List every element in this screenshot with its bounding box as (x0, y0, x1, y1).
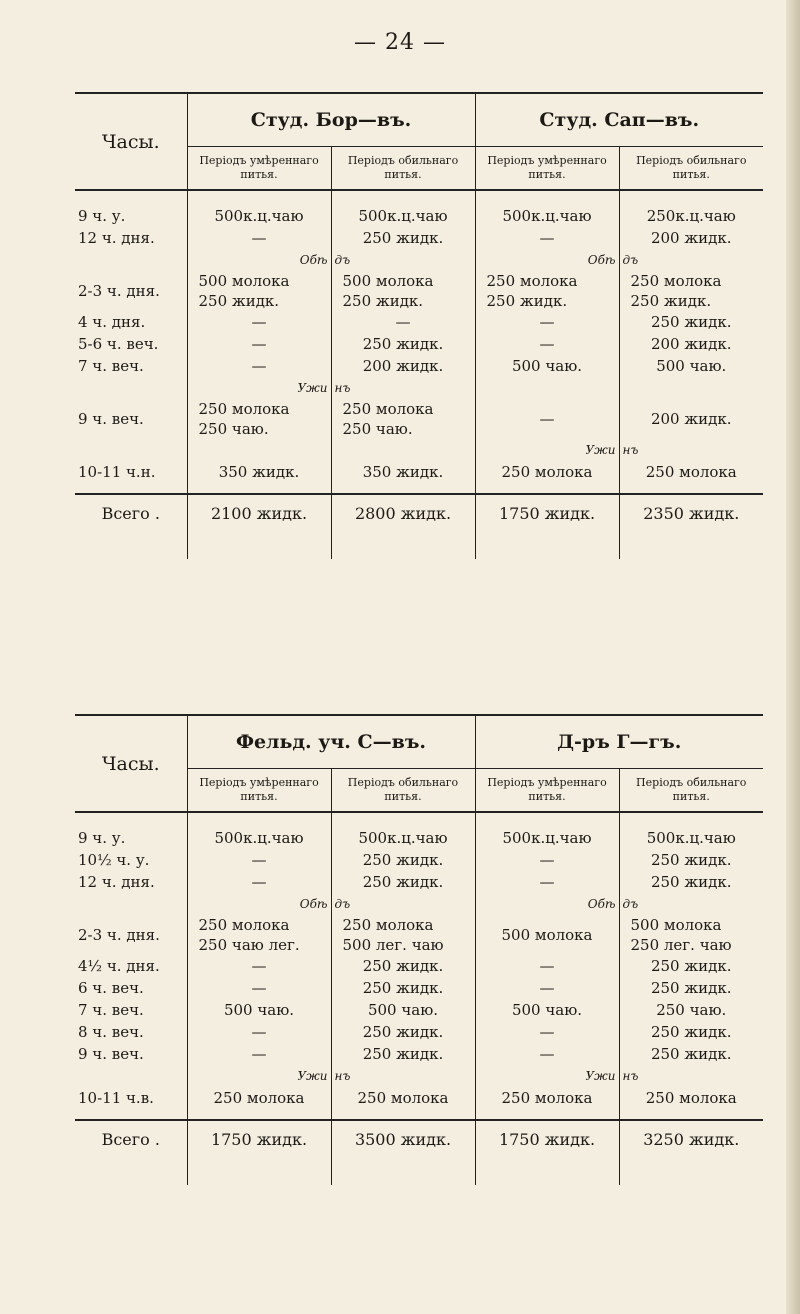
value-line: 250 молока (342, 400, 434, 418)
spacer-row (75, 1109, 763, 1120)
value-cell: — (187, 333, 331, 355)
value-line: 250 молока (198, 916, 290, 934)
value-cell (187, 271, 331, 311)
value-line: 250 молока (630, 272, 722, 290)
group-header: Студ. Бор—въ. (187, 93, 475, 147)
group-header: Фельд. уч. С—въ. (187, 715, 475, 769)
period-header: Періодъ обильнаго питья. (619, 147, 763, 191)
total-label: Всего . (75, 1120, 187, 1185)
meal-note: дъ (622, 897, 639, 911)
intake-row (75, 827, 763, 849)
meal-note: Обѣ (587, 253, 616, 267)
value-cell (187, 399, 331, 439)
value-line: 250 молока (486, 272, 578, 290)
meal-note-row (75, 1065, 763, 1087)
value-cell: — (187, 1043, 331, 1065)
value-line: 500 молока (630, 916, 722, 934)
value-cell (331, 249, 475, 271)
value-cell: 250 жидк. (331, 977, 475, 999)
value-cell: 250 жидк. (331, 227, 475, 249)
meal-note: нъ (622, 443, 639, 457)
intake-row (75, 1087, 763, 1109)
value-cell: 250 молока (475, 1087, 619, 1109)
hour-cell (75, 893, 187, 915)
intake-row (75, 849, 763, 871)
intake-row (75, 205, 763, 227)
value-cell (187, 915, 331, 955)
value-cell: 200 жидк. (331, 355, 475, 377)
total-label: Всего . (75, 494, 187, 559)
value-cell (619, 439, 763, 461)
value-cell: 200 жидк. (650, 335, 732, 353)
period-header: Періодъ обильнаго питья. (331, 147, 475, 191)
value-cell (331, 271, 475, 311)
total-value: 2800 жидк. (331, 494, 475, 559)
value-cell: 250 жидк. (331, 955, 475, 977)
total-value: 2350 жидк. (619, 494, 763, 559)
meal-note: нъ (334, 381, 351, 395)
spacer-row (75, 812, 763, 827)
value-cell: 250 жидк. (650, 979, 732, 997)
intake-row (75, 915, 763, 955)
hour-cell: 9 ч. веч. (75, 1043, 187, 1065)
intake-row (75, 333, 763, 355)
value-cell: — (475, 977, 619, 999)
meal-note: Обѣ (587, 897, 616, 911)
meal-note: дъ (622, 253, 639, 267)
meal-note: нъ (622, 1069, 639, 1083)
hour-cell: 6 ч. веч. (75, 977, 187, 999)
intake-table-1 (75, 92, 763, 559)
value-cell: 500 чаю. (475, 999, 619, 1021)
meal-note: Ужи (297, 1069, 328, 1083)
value-cell (331, 915, 475, 955)
value-cell (619, 271, 763, 311)
intake-row (75, 999, 763, 1021)
value-cell: 250 молока (645, 1089, 737, 1107)
value-cell: — (331, 311, 475, 333)
value-cell: 500к.ц.чаю (187, 827, 331, 849)
value-cell: 250 жидк. (650, 873, 732, 891)
spacer-row (75, 483, 763, 494)
value-cell: — (475, 1043, 619, 1065)
value-cell: 250 жидк. (331, 849, 475, 871)
spacer-row (75, 190, 763, 205)
value-cell (619, 915, 763, 955)
intake-row (75, 399, 763, 439)
value-cell: — (475, 1021, 619, 1043)
value-cell: 250 жидк. (331, 1021, 475, 1043)
value-cell: 500 чаю. (331, 999, 475, 1021)
value-line: 500 лег. чаю (342, 936, 444, 954)
value-cell (475, 1065, 619, 1087)
hour-cell: 9 ч. у. (75, 827, 187, 849)
value-cell (475, 249, 619, 271)
meal-note-row (75, 377, 763, 399)
intake-row (75, 355, 763, 377)
value-cell (475, 439, 619, 461)
value-line: 250 молока (198, 400, 290, 418)
value-cell (619, 1065, 763, 1087)
value-cell (331, 1065, 475, 1087)
total-row (75, 494, 763, 559)
hour-cell: 4½ ч. дня. (75, 955, 187, 977)
value-cell: — (475, 399, 619, 439)
meal-note: Обѣ (299, 897, 328, 911)
value-cell: 500 чаю. (656, 357, 727, 375)
value-cell (331, 439, 475, 461)
total-value: 1750 жидк. (475, 1120, 619, 1185)
value-line: 250 лег. чаю (630, 936, 732, 954)
value-cell: 500к.ц.чаю (475, 827, 619, 849)
hour-cell: 10-11 ч.в. (75, 1087, 187, 1109)
value-cell (331, 399, 475, 439)
hour-cell: 10½ ч. у. (75, 849, 187, 871)
value-cell (187, 893, 331, 915)
hour-cell: 5-6 ч. веч. (75, 333, 187, 355)
period-header: Періодъ умѣреннаго питья. (187, 769, 331, 813)
value-line: 250 чаю. (198, 420, 269, 438)
total-value: 3500 жидк. (331, 1120, 475, 1185)
intake-table-2 (75, 714, 763, 1185)
intake-row (75, 461, 763, 483)
value-cell: 500 чаю. (475, 355, 619, 377)
value-line: 250 чаю лег. (198, 936, 300, 954)
hour-cell: 10-11 ч.н. (75, 461, 187, 483)
value-cell: — (187, 311, 331, 333)
total-row (75, 1120, 763, 1185)
group-header: Студ. Сап—въ. (475, 93, 763, 147)
hour-cell: 7 ч. веч. (75, 355, 187, 377)
value-cell: 500к.ц.чаю (331, 205, 475, 227)
intake-row (75, 1043, 763, 1065)
value-cell: 250 чаю. (656, 1001, 727, 1019)
hour-cell: 7 ч. веч. (75, 999, 187, 1021)
header-row (75, 715, 763, 769)
value-cell: 500к.ц.чаю (331, 827, 475, 849)
value-line: 500 молока (198, 272, 290, 290)
value-cell (619, 893, 763, 915)
hour-cell: 9 ч. веч. (75, 399, 187, 439)
value-cell: 250 жидк. (331, 1043, 475, 1065)
meal-note: дъ (334, 897, 351, 911)
intake-row (75, 271, 763, 311)
value-cell: — (475, 311, 619, 333)
hour-cell (75, 249, 187, 271)
hour-cell: 4 ч. дня. (75, 311, 187, 333)
total-value: 1750 жидк. (187, 1120, 331, 1185)
value-cell: — (187, 977, 331, 999)
meal-note: Ужи (297, 381, 328, 395)
value-cell (187, 1065, 331, 1087)
value-cell (187, 249, 331, 271)
intake-row (75, 955, 763, 977)
value-cell (475, 893, 619, 915)
meal-note: дъ (334, 253, 351, 267)
value-cell: 200 жидк. (650, 229, 732, 247)
value-line: 250 жидк. (486, 292, 568, 310)
hour-cell: 2-3 ч. дня. (75, 915, 187, 955)
value-cell (187, 377, 331, 399)
value-cell: — (475, 227, 619, 249)
meal-note: нъ (334, 1069, 351, 1083)
value-cell: 350 жидк. (187, 461, 331, 483)
period-header: Періодъ умѣреннаго питья. (475, 769, 619, 813)
hour-cell: 12 ч. дня. (75, 227, 187, 249)
value-cell: — (187, 1021, 331, 1043)
value-cell (475, 377, 619, 399)
hour-cell: 12 ч. дня. (75, 871, 187, 893)
value-line: 250 чаю. (342, 420, 413, 438)
value-cell: 500 молока (475, 915, 619, 955)
hour-cell: 2-3 ч. дня. (75, 271, 187, 311)
value-cell: 350 жидк. (331, 461, 475, 483)
period-header: Періодъ обильнаго питья. (331, 769, 475, 813)
total-value: 2100 жидк. (187, 494, 331, 559)
value-cell: 500к.ц.чаю (646, 829, 736, 847)
value-cell: — (187, 227, 331, 249)
value-cell: 200 жидк. (650, 410, 732, 428)
intake-row (75, 871, 763, 893)
value-cell: 250 жидк. (650, 957, 732, 975)
value-cell (475, 271, 619, 311)
period-header: Періодъ обильнаго питья. (619, 769, 763, 813)
value-cell (619, 249, 763, 271)
value-cell (619, 377, 763, 399)
value-cell: 250 молока (331, 1087, 475, 1109)
header-row (75, 93, 763, 147)
value-cell: 500к.ц.чаю (187, 205, 331, 227)
meal-note-row (75, 439, 763, 461)
intake-row (75, 1021, 763, 1043)
meal-note: Обѣ (299, 253, 328, 267)
value-cell: 500к.ц.чаю (475, 205, 619, 227)
value-cell (331, 893, 475, 915)
value-cell: 250 жидк. (650, 851, 732, 869)
value-cell (187, 439, 331, 461)
value-line: 250 жидк. (198, 292, 280, 310)
value-line: 250 жидк. (630, 292, 712, 310)
total-value: 3250 жидк. (619, 1120, 763, 1185)
hour-cell (75, 1065, 187, 1087)
value-cell: — (475, 333, 619, 355)
value-cell: — (475, 955, 619, 977)
value-cell: 250к.ц.чаю (646, 207, 736, 225)
value-cell: 250 молока (645, 463, 737, 481)
value-cell: — (187, 955, 331, 977)
value-cell: — (187, 849, 331, 871)
total-value: 1750 жидк. (475, 494, 619, 559)
meal-note-row (75, 249, 763, 271)
value-cell: 500 чаю. (187, 999, 331, 1021)
hour-cell (75, 377, 187, 399)
page-number: — 24 — (354, 30, 446, 55)
value-line: 500 молока (342, 272, 434, 290)
hours-header: Часы. (75, 715, 187, 812)
intake-row (75, 977, 763, 999)
hours-header: Часы. (75, 93, 187, 190)
value-cell (331, 377, 475, 399)
value-cell: 250 жидк. (331, 871, 475, 893)
value-line: 250 жидк. (342, 292, 424, 310)
hour-cell (75, 439, 187, 461)
value-cell: 250 молока (475, 461, 619, 483)
value-cell: — (475, 871, 619, 893)
period-header: Періодъ умѣреннаго питья. (475, 147, 619, 191)
value-line: 250 молока (342, 916, 434, 934)
period-header: Періодъ умѣреннаго питья. (187, 147, 331, 191)
value-cell: 250 жидк. (331, 333, 475, 355)
hour-cell: 8 ч. веч. (75, 1021, 187, 1043)
meal-note: Ужи (585, 1069, 616, 1083)
value-cell: — (475, 849, 619, 871)
meal-note: Ужи (585, 443, 616, 457)
value-cell: 250 жидк. (650, 1045, 732, 1063)
intake-row (75, 311, 763, 333)
group-header: Д-ръ Г—гъ. (475, 715, 763, 769)
value-cell: — (187, 871, 331, 893)
intake-row (75, 227, 763, 249)
value-cell: 250 жидк. (650, 313, 732, 331)
meal-note-row (75, 893, 763, 915)
hour-cell: 9 ч. у. (75, 205, 187, 227)
value-cell: 250 молока (187, 1087, 331, 1109)
value-cell: — (187, 355, 331, 377)
page-edge (786, 0, 800, 1314)
value-cell: 250 жидк. (650, 1023, 732, 1041)
